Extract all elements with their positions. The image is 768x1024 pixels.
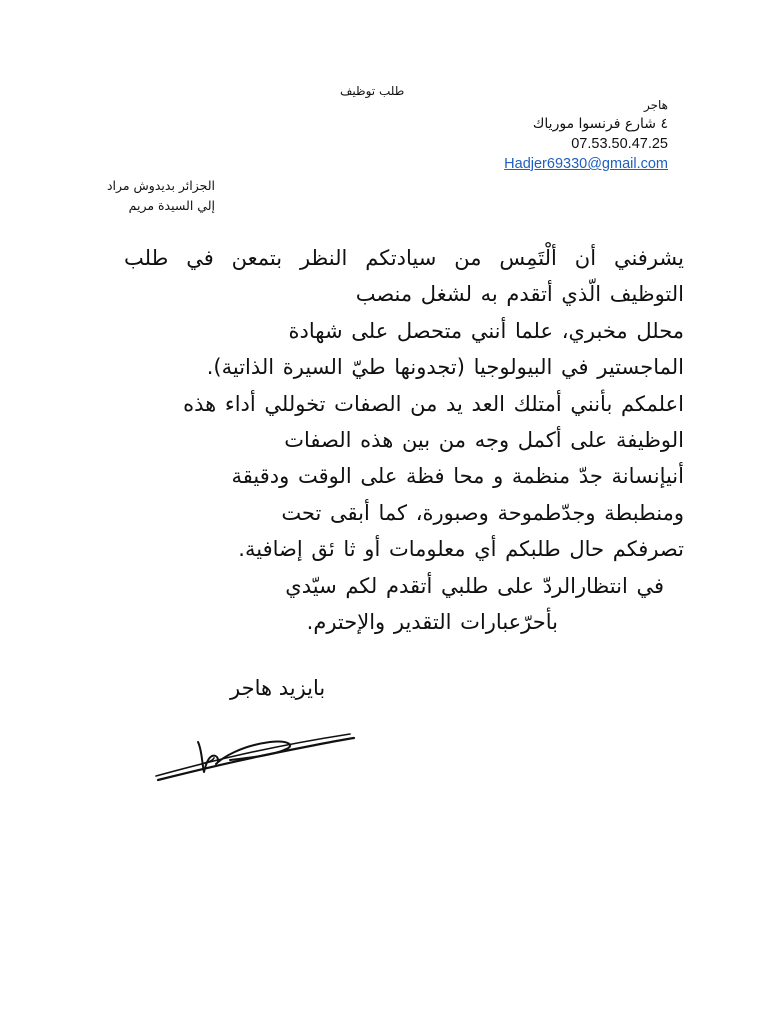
body-line: التوظيف الّذي أتقدم به لشغل منصب: [355, 282, 684, 307]
body-line: اعلمكم بأنني أمتلك العد يد من الصفات تخوللي أداء هذه: [183, 391, 684, 416]
signoff-name: بايزيد هاجر: [230, 676, 326, 700]
body-line: يشرفني أن ألْتَمِس من سيادتكم النظر بتمعن في طلب: [124, 246, 684, 270]
body-line: بأحرّعبارات التقدير والإحترم.: [306, 610, 558, 635]
sender-block: [504, 98, 668, 174]
handwritten-signature-icon: [150, 728, 360, 788]
letter-body: [124, 240, 684, 640]
sender-name: هاجر: [643, 98, 668, 112]
sender-address: ٤ شارع فرنسوا مورياك: [532, 116, 668, 132]
sender-phone: 07.53.50.47.25: [571, 136, 668, 152]
recipient-line-2: إلي السيدة مريم: [128, 198, 215, 213]
body-line: تصرفكم حال طلبكم أي معلومات أو ثا ئق إضافية.: [238, 537, 684, 562]
document-title: طلب توظيف: [340, 84, 405, 98]
body-line: أنيإنسانة جدّ منظمة و محا فظة على الوقت ودقيقة: [231, 464, 684, 489]
recipient-line-1: الجزائر بديدوش مراد: [106, 178, 215, 193]
body-line: الوظيفة على أكمل وجه من بين هذه الصفات: [284, 428, 684, 453]
recipient-block: [107, 176, 215, 216]
body-line: الماجستير في البيولوجيا (تجدونها طيّ السيرة الذاتية).: [206, 355, 684, 380]
body-line: في انتظارالردّ على طلبي أتقدم لكم سيّدي: [285, 573, 664, 598]
body-line: محلل مخبري، علما أنني متحصل على شهادة: [288, 318, 684, 343]
body-line: ومنطبطة وجدّطموحة وصبورة، كما أبقى تحت: [281, 500, 684, 525]
sender-email-link[interactable]: Hadjer69330@gmail.com: [504, 156, 668, 172]
